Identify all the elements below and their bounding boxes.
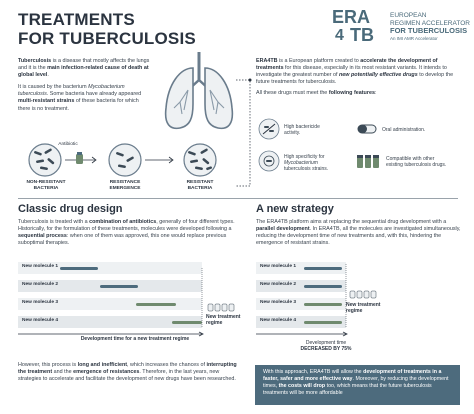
classic-molecule-3: New molecule 3 (22, 300, 58, 305)
section-divider (18, 198, 458, 199)
feature-oral: Oral administration. (382, 127, 426, 133)
strategy-regime-label: New treatment regime (346, 302, 381, 314)
intro-text: Tuberculosis is a disease that mostly affects the lungs and it is the main infection-related cause of death at global level. It is caused by the bacterium Mycobacterium tuberculosis. Some bacteria have already appeared multi-resistant strains of these bacteria for which there is no treatment. (18, 58, 150, 112)
feature-specificity: High specificity for Mycobacterium tuberculosis strains. (284, 154, 329, 172)
feature-bactericide: High bactericide activity. (284, 124, 320, 136)
strategy-text: The ERA4TB platform aims at replacing the sequential drug development with a parallel development. In ERA4TB, all the molecules are investigated simultaneously, reducing the development time of new treatments and, with this, hindering the emergence of resistant strains. (256, 219, 461, 247)
target-bacteria-icon (258, 150, 280, 172)
strategy-summary-box: With this approach, ERA4TB will allow the development of treatments in a faster, safer and more effective way. Moreover, by reducing the development times, the costs will drop too, which means that the future tuberculosis treatments will be more affordable (255, 365, 460, 405)
bacteria-kill-icon (258, 118, 280, 140)
strategy-axis-label: Development time DECREASED BY 75% (300, 340, 352, 352)
strategy-molecule-2: New molecule 2 (260, 282, 296, 287)
pill-bottles-icon (356, 152, 380, 170)
classic-axis-label: Development time for a new treatment regime (80, 336, 190, 342)
classic-molecule-4: New molecule 4 (22, 318, 58, 323)
era4tb-logo: ERA 4 TB (332, 7, 374, 45)
classic-molecule-1: New molecule 1 (22, 264, 58, 269)
strategy-molecule-3: New molecule 3 (260, 300, 296, 305)
classic-bottom-text: However, this process is long and inefficient, which increases the chances of interrupting the treatment and the emergence of resistances. Therefore, in the last years, new strategies to accelerate and facilitate the development of new drugs have been researched. (18, 362, 237, 383)
pills-icon (208, 304, 234, 311)
feature-compatible: Compatible with other existing tuberculosis drugs. (386, 156, 447, 168)
classic-text: Tuberculosis is treated with a combination of antibiotics, generally of four different types. Historically, for the formulation of these treatments, molecules were developed following a sequential process: when one of them was approved, this one would replace previous suboptimal therapies. (18, 219, 235, 247)
lungs-icon (160, 50, 238, 136)
classic-title: Classic drug design (18, 203, 123, 215)
classic-regime-label: New treatment regime (206, 314, 241, 326)
resistant-label: RESISTANT BACTERIA (186, 180, 214, 191)
antibiotic-label: Antibiotic (58, 142, 78, 147)
era4tb-text: ERA4TB is a European platform created to accelerate the development of treatments for this disease, especially in its most resistant variants. It intends to investigate the greatest number of new potentially effective drugs to develop the future treatments for tuberculosis. All these drugs must meet the following features: (256, 58, 454, 97)
strategy-title: A new strategy (256, 203, 334, 215)
pill-capsule-icon (356, 120, 378, 138)
classic-timeline (18, 258, 248, 338)
non-resistant-label: NON-RESISTANT BACTERIA (26, 180, 66, 191)
pills-icon (350, 291, 376, 298)
classic-molecule-2: New molecule 2 (22, 282, 58, 287)
dotted-connector (236, 60, 258, 188)
strategy-timeline (256, 258, 466, 338)
emergence-label: RESISTANCE EMERGENCE (109, 180, 141, 191)
page-title: TREATMENTS FOR TUBERCULOSIS (18, 10, 196, 48)
strategy-molecule-1: New molecule 1 (260, 264, 296, 269)
strategy-molecule-4: New molecule 4 (260, 318, 296, 323)
logo-tagline: EUROPEAN REGIMEN ACCELERATOR FOR TUBERCULOSIS An IMI AMR Accelerator (390, 12, 470, 41)
